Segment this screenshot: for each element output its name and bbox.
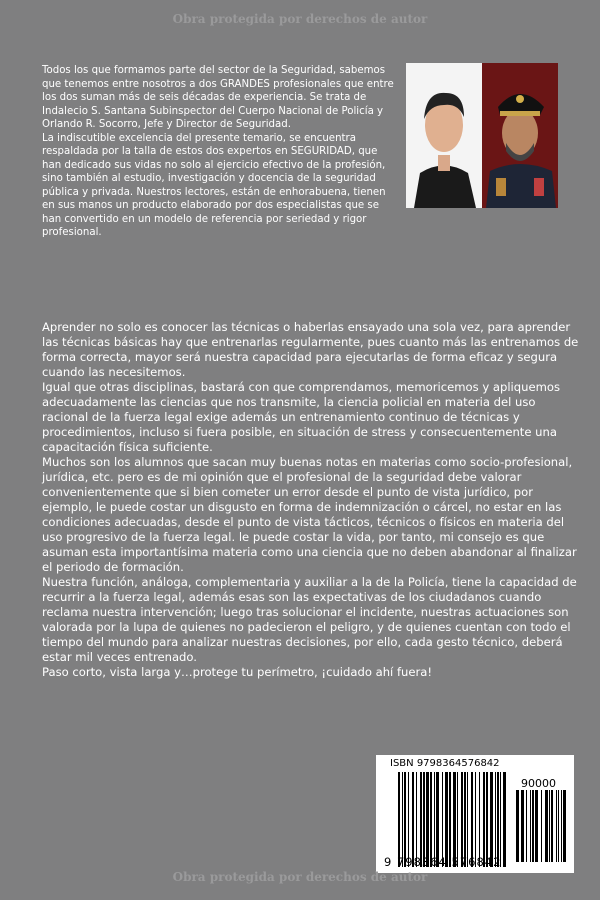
main-paragraph: Nuestra función, análoga, complementaria y auxiliar a la de la Policía, tiene la capacidad de recurrir a la fuerza legal, además esas son las expectativas de los ciudadanos cuando reclama nuestra intervención; luego tras solucionar el incidente, nuestras actuaciones son valorada por la lupa de quienes no padecieron el peligro, y de quienes cuentan con todo el tiempo del mundo para analizar nuestras decisiones, por ello, cada gesto técnico, deberá estar mil veces entrenado. bbox=[42, 575, 577, 664]
isbn-label: ISBN 9798364576842 bbox=[390, 758, 500, 769]
main-paragraph: Aprender no solo es conocer las técnicas o haberlas ensayado una sola vez, para aprender las técnicas básicas hay que entrenarlas regularmente, pues cuanto más las entrenamos de forma correcta, mayor será nuestra capacidad para ejecutarlas de forma eficaz y segura cuando las necesitemos. bbox=[42, 320, 579, 379]
barcode-digits: 9 798364 576842 bbox=[384, 855, 502, 869]
main-paragraph: Muchos son los alumnos que sacan muy buenas notas en materias como socio-profesional, jurídica, etc. pero es de mi opinión que el profesional de la seguridad debe valorar convenientemente que si bien cometer un error desde el punto de vista jurídico, por ejemplo, le puede costar un disgusto en forma de indemnización o cárcel, no estar en las condiciones adecuadas, desde el punto de vista tácticos, técnicos o físicos en materia del uso progresivo de la fuerza legal. le puede costar la vida, por tanto, mi consejo es que asuman esta importantísima materia como una ciencia que no deben abandonar al finalizar el periodo de formación. bbox=[42, 455, 577, 574]
intro-paragraph: Todos los que formamos parte del sector de la Seguridad, sabemos que tenemos entre nosotros a dos GRANDES profesionales que entre los dos suman más de seis décadas de experiencia. Se trata de Indalecio S. Santana Subinspector del Cuerpo Nacional de Policía y Orlando R. Socorro, Jefe y Director de Seguridad. bbox=[42, 65, 394, 130]
watermark-top: Obra protegida por derechos de autor bbox=[172, 12, 428, 26]
isbn-barcode bbox=[376, 755, 574, 873]
main-paragraph: Igual que otras disciplinas, bastará con que comprendamos, memoricemos y apliquemos adecuadamente las ciencias que nos transmite, la ciencia policial en materia del uso racional de la fuerza legal exige además un entrenamiento continuo de técnicas y procedimientos, incluso si fuera posible, en situación de stress y consecuentemente una capacitación física suficiente. bbox=[42, 380, 561, 454]
main-text bbox=[42, 320, 582, 680]
authors-photo bbox=[406, 63, 558, 208]
watermark-bottom: Obra protegida por derechos de autor bbox=[172, 870, 428, 884]
intro-paragraph: La indiscutible excelencia del presente temario, se encuentra respaldada por la talla de estos dos expertos en SEGURIDAD, que han dedicado sus vidas no solo al ejercicio efectivo de la profesión, sino también al estudio, investigación y docencia de la seguridad pública y privada. Nuestros lectores, están de enhorabuena, tienen en sus manos un producto elaborado por dos especialistas que se han convertido en un modelo de referencia por seriedad y rigor profesional. bbox=[42, 132, 386, 238]
main-paragraph: Paso corto, vista larga y…protege tu perímetro, ¡cuidado ahí fuera! bbox=[42, 665, 433, 679]
intro-text bbox=[42, 64, 397, 240]
price-code: 90000 bbox=[521, 777, 556, 790]
